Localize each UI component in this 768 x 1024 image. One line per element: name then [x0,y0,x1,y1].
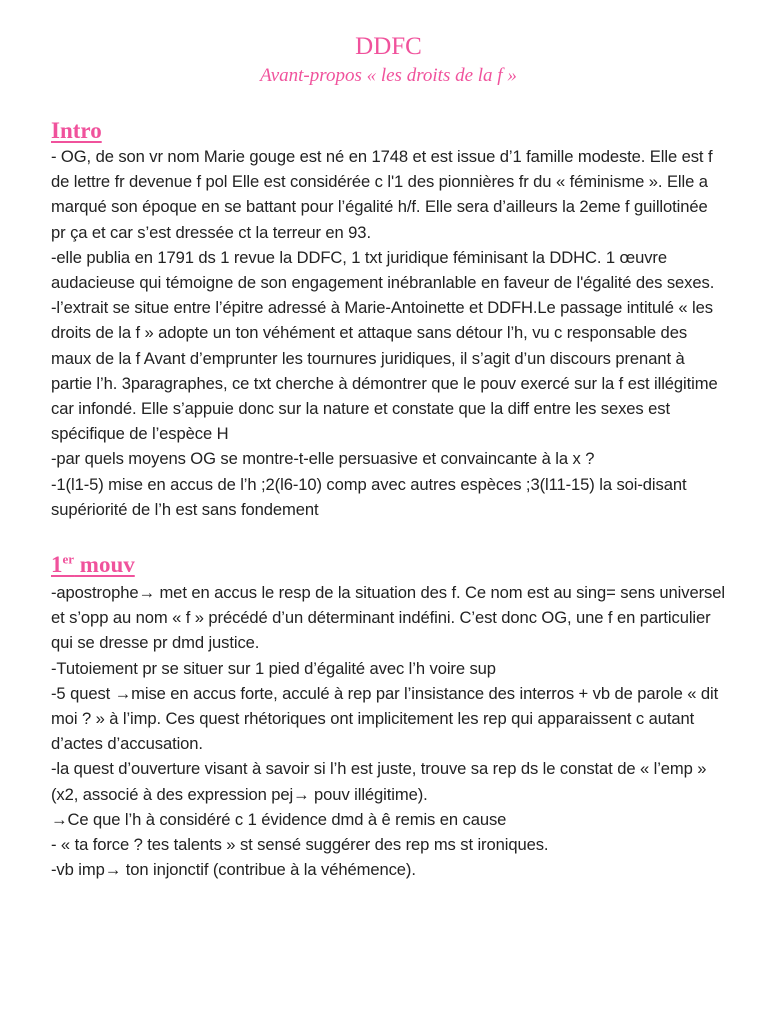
mouv1-paragraph: -apostrophe→ met en accus le resp de la situation des f. Ce nom est au sing= sens universel et s’opp au nom « f » précédé d’un déterminant indéfini. C’est donc OG, une f en particulier qui se dresse pr dmd justice. [51,583,725,653]
mouv1-paragraph: →Ce que l’h à considéré c 1 évidence dmd à ê remis en cause [51,809,507,829]
section-heading-intro: Intro [51,118,102,143]
heading-superscript: er [62,551,75,567]
heading-number: 1 [51,552,63,578]
mouv1-paragraph: -5 quest →mise en accus forte, acculé à rep par l’insistance des interros + vb de parole « dit moi ? » à l’imp. Ces quest rhétoriques ont implicitement les rep qui apparaissent c autant d’actes d’accusation. [51,683,719,754]
intro-paragraph: - OG, de son vr nom Marie gouge est né en 1748 et est issue d’1 famille modeste. Elle est f de lettre fr devenue f pol Elle est considérée c l'1 des pionnières fr du « féminisme ». Elle a marqué son époque en se battant pour l’égalité h/f. Elle sera d’ailleurs la 2eme f guillotinée pr ça et car s’est dressée ct la terreur en 93. [51,147,713,242]
intro-paragraph: -elle publia en 1791 ds 1 revue la DDFC, 1 txt juridique féminisant la DDHC. 1 œuvre audacieuse qui témoigne de son engagement inébranlable en faveur de l'égalité des sexes. [51,247,715,293]
section-heading-1er-mouv [51,552,135,578]
document-title: DDFC [355,33,422,60]
intro-paragraph: -1(l1-5) mise en accus de l’h ;2(l6-10) comp avec autres espèces ;3(l11-15) la soi-disant supériorité de l’h est sans fondement [51,474,687,519]
mouv1-paragraph: -Tutoiement pr se situer sur 1 pied d’égalité avec l’h voire sup [51,658,496,678]
mouv1-body [51,580,726,882]
intro-body [51,144,726,522]
intro-paragraph: -par quels moyens OG se montre-t-elle persuasive et convaincante à la x ? [51,449,595,469]
mouv1-paragraph: - « ta force ? tes talents » st sensé suggérer des rep ms st ironiques. [51,835,549,855]
document-subtitle: Avant-propos « les droits de la f » [260,65,517,86]
mouv1-paragraph: -vb imp→ ton injonctif (contribue à la véhémence). [51,860,416,880]
mouv1-paragraph: -la quest d’ouverture visant à savoir si l’h est juste, trouve sa rep ds le constat de « l’emp » (x2, associé à des expression pej→ pouv illégitime). [51,759,707,804]
heading-word: mouv [74,552,135,578]
intro-paragraph: -l’extrait se situe entre l’épitre adressé à Marie-Antoinette et DDFH.Le passage intitulé « les droits de la f » adopte un ton véhément et attaque sans détour l’h, vu c responsable des maux de la f Avant d’emprunter les tournures juridiques, il s’agit d’un discours prenant à partie l’h. 3paragraphes, ce txt cherche à démontrer que le pouv exercé sur la f est illégitime car infondé. Elle s’appuie donc sur la nature et constate que la diff entre les sexes est spécifique de l’espèce H [51,298,718,444]
